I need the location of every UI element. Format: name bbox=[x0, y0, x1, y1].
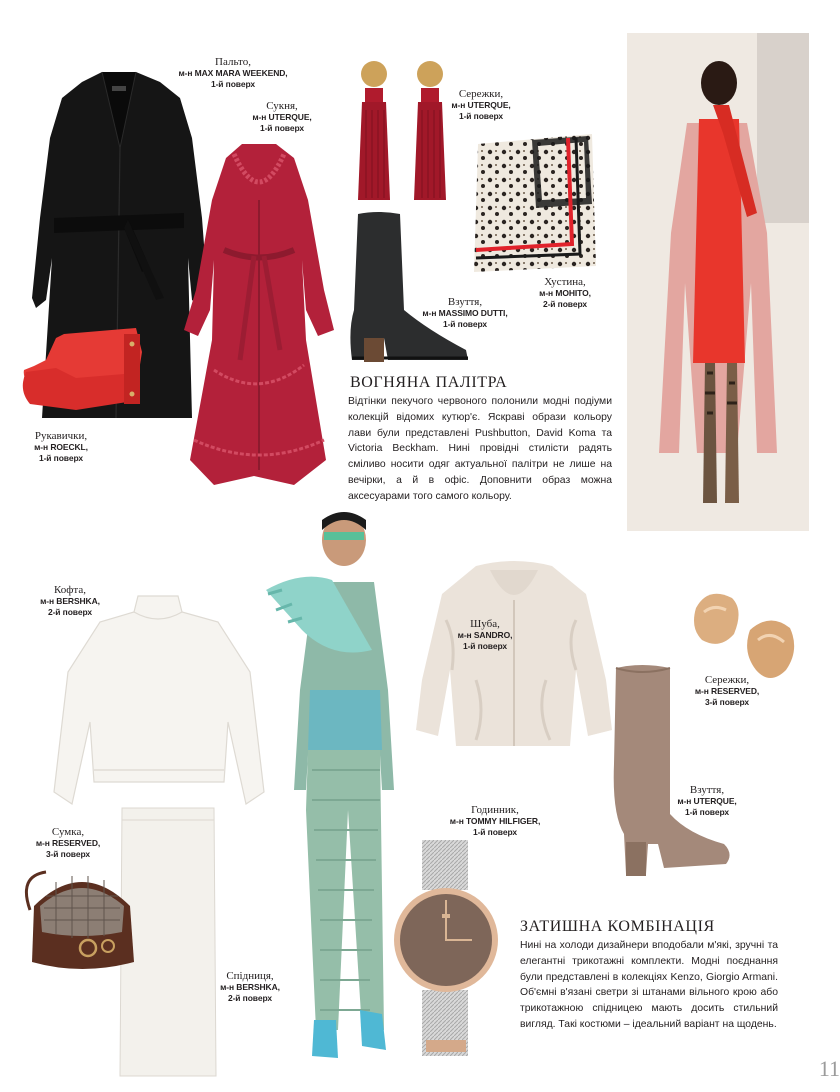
label-store: м-н SANDRO, bbox=[457, 630, 513, 640]
label-store: м-н MAX MARA WEEKEND, bbox=[178, 68, 288, 78]
fur-jacket-image bbox=[416, 560, 612, 756]
label-sweater bbox=[20, 584, 120, 618]
watch-image bbox=[394, 840, 498, 1060]
label-skirt bbox=[212, 970, 288, 1004]
sweater-image bbox=[50, 592, 268, 818]
label-earrings-red bbox=[440, 88, 522, 122]
label-coat bbox=[170, 56, 296, 90]
dress-image bbox=[184, 140, 334, 490]
label-shoes-black bbox=[412, 296, 518, 330]
label-earrings-gold bbox=[690, 674, 764, 708]
label-store: м-н BERSHKA, bbox=[40, 596, 100, 606]
label-title: Хустина, bbox=[544, 276, 586, 288]
shoes-black-image bbox=[348, 210, 472, 364]
label-floor: 2-й поверх bbox=[227, 993, 273, 1003]
label-floor: 1-й поверх bbox=[458, 111, 504, 121]
label-store: м-н UTERQUE, bbox=[451, 100, 511, 110]
label-title: Годинник, bbox=[471, 804, 519, 816]
label-title: Взуття, bbox=[689, 784, 725, 796]
label-watch bbox=[440, 804, 550, 838]
label-store: м-н RESERVED, bbox=[35, 838, 101, 848]
label-title: Спідниця, bbox=[226, 970, 274, 982]
label-floor: 3-й поверх bbox=[704, 697, 750, 707]
label-store: м-н BERSHKA, bbox=[220, 982, 280, 992]
label-store: м-н MOHITO, bbox=[539, 288, 591, 298]
label-scarf bbox=[524, 276, 606, 310]
label-floor: 1-й поверх bbox=[472, 827, 518, 837]
label-title: Кофта, bbox=[54, 584, 86, 596]
label-store: м-н RESERVED, bbox=[694, 686, 760, 696]
label-dress bbox=[240, 100, 324, 134]
label-store: м-н TOMMY HILFIGER, bbox=[449, 816, 541, 826]
label-title: Взуття, bbox=[447, 296, 483, 308]
section-heading-cozy: ЗАТИШНА КОМБІНАЦІЯ bbox=[520, 918, 715, 935]
label-store: м-н UTERQUE, bbox=[677, 796, 737, 806]
page-number: 11 bbox=[818, 1056, 840, 1081]
label-floor: 2-й поверх bbox=[542, 299, 588, 309]
label-title: Сережки, bbox=[458, 88, 504, 100]
label-title: Сукня, bbox=[266, 100, 298, 112]
label-floor: 1-й поверх bbox=[259, 123, 305, 133]
label-fur bbox=[448, 618, 522, 652]
label-title: Пальто, bbox=[215, 56, 251, 68]
label-floor: 1-й поверх bbox=[38, 453, 84, 463]
gloves-image bbox=[16, 320, 146, 412]
label-store: м-н MASSIMO DUTTI, bbox=[422, 308, 508, 318]
label-store: м-н UTERQUE, bbox=[252, 112, 312, 122]
runway-photo-red bbox=[627, 33, 809, 531]
section-heading-fiery: ВОГНЯНА ПАЛІТРА bbox=[350, 374, 508, 391]
label-title: Сумка, bbox=[51, 826, 85, 838]
label-floor: 1-й поверх bbox=[684, 807, 730, 817]
label-floor: 2-й поверх bbox=[47, 607, 93, 617]
label-bag bbox=[30, 826, 106, 860]
label-floor: 1-й поверх bbox=[210, 79, 256, 89]
label-title: Рукавички, bbox=[34, 430, 88, 442]
section-text-fiery: Відтінки пекучого червоного полонили модні подіуми колекцій відомих кутюр'є. Яскраві образи кольору лави були представлені Pushbutton, David Koma та Victoria Beckham. Нині провідні стилісти радять сміливо носити одяг актуальної палітри не лише на вечірки, а й в офіс. Доповнити образ можна аксесуарами того самого кольору. bbox=[348, 396, 612, 502]
label-boots bbox=[674, 784, 740, 818]
label-floor: 1-й поверх bbox=[462, 641, 508, 651]
label-title: Сережки, bbox=[704, 674, 750, 686]
label-floor: 1-й поверх bbox=[442, 319, 488, 329]
label-floor: 3-й поверх bbox=[45, 849, 91, 859]
label-gloves bbox=[8, 430, 114, 464]
bag-image bbox=[26, 866, 138, 972]
label-store: м-н ROECKL, bbox=[34, 442, 88, 452]
section-text-cozy: Нині на холоди дизайнери вподобали м'які, зручні та елегантні трикотажні комплекти. Модні поєднання були представлені в колекціях Kenzo, Giorgio Armani. Об'ємні в'язані светри зі штанами вільного крою або трикотажною спідницею мають досить стильний вигляд. Такі костюми – ідеальний варіант на щодень. bbox=[520, 940, 778, 1030]
label-title: Шуба, bbox=[470, 618, 500, 630]
earrings-red-image bbox=[354, 60, 454, 202]
scarf-image bbox=[472, 134, 598, 272]
